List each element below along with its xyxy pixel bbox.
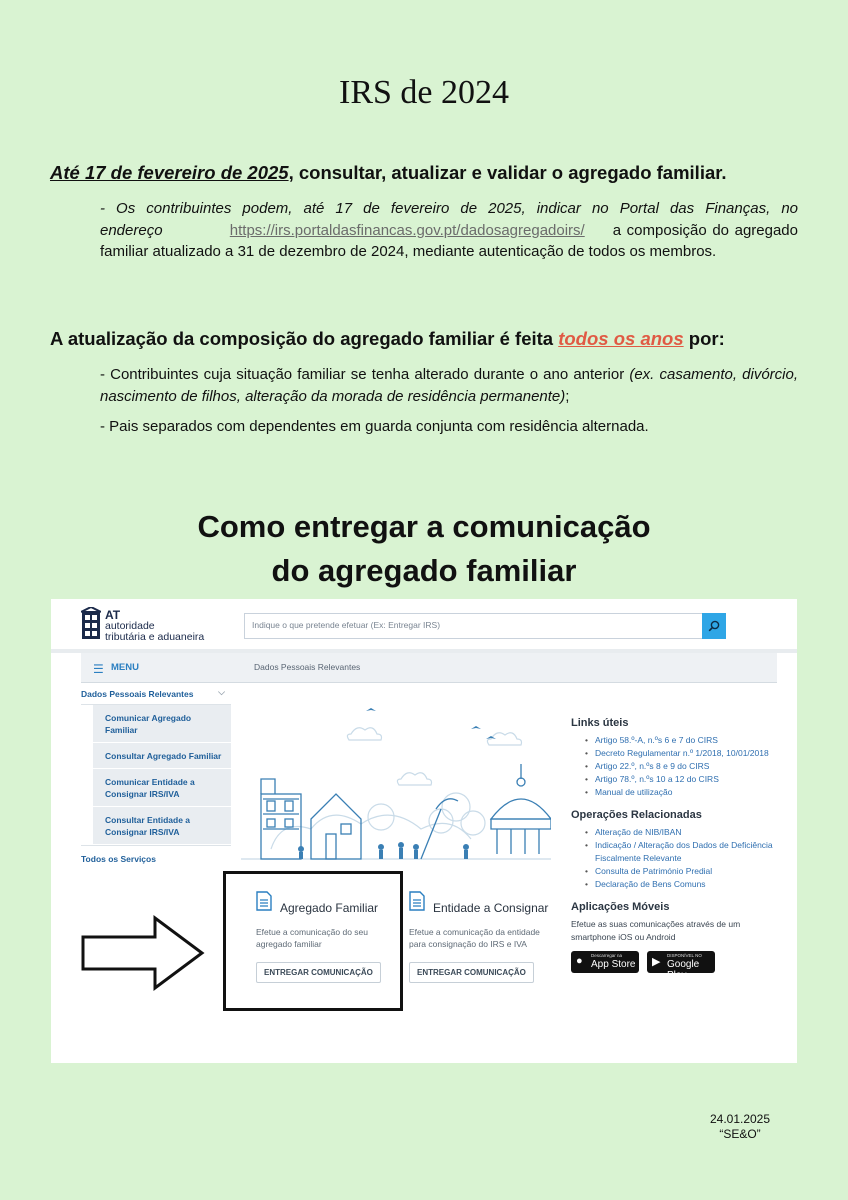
entregar-comunicacao-entidade-button[interactable]: ENTREGAR COMUNICAÇÃO (409, 962, 534, 983)
every-year-emphasis: todos os anos (558, 328, 684, 349)
card1-title: Agregado Familiar (280, 901, 379, 915)
sidebar (81, 683, 231, 875)
breadcrumb: Dados Pessoais Relevantes (254, 662, 361, 672)
section1-text-b: a composição do agregado familiar atualizado a 31 de dezembro de 2024, mediante autenticação de todos os membros. (100, 221, 798, 260)
apps-heading: Aplicações Móveis (571, 901, 670, 913)
sidebar-item-consultar-agregado[interactable]: Consultar Agregado Familiar (93, 743, 231, 769)
app-badges (571, 951, 781, 981)
section1-paragraph (100, 198, 798, 263)
logo-text-2: tributária e aduaneira (105, 631, 205, 643)
town-illustration (241, 699, 551, 874)
hamburger-icon: ☰ (93, 662, 104, 676)
right-column (571, 717, 781, 981)
menu-toggle[interactable] (81, 653, 231, 683)
card2-desc: Efetue a comunicação da entidade para consignação do IRS e IVA (409, 927, 540, 949)
how-to-heading (0, 505, 848, 593)
section2-item2: - Pais separados com dependentes em guarda conjunta com residência alternada. (100, 418, 649, 435)
arrow-right-icon (81, 915, 205, 991)
footer-org: “SE&O” (719, 1127, 761, 1141)
footer (700, 1112, 780, 1142)
play-icon: ▶ (652, 956, 661, 968)
apple-icon: ● (576, 955, 583, 967)
googleplay-small: DISPONÍVEL NO (667, 953, 702, 958)
section1-heading (50, 162, 727, 184)
ops-item[interactable]: • Indicação / Alteração dos Dados de Deficiência Fiscalmente Relevante (585, 839, 781, 865)
item1-text: - Contribuintes cuja situação familiar se tenha alterado durante o ano anterior (100, 366, 625, 383)
section1-heading-rest: , consultar, atualizar e validar o agregado familiar. (288, 162, 727, 183)
sidebar-item-comunicar-agregado[interactable]: Comunicar Agregado Familiar (93, 705, 231, 743)
menu-label: MENU (111, 662, 139, 673)
how-to-heading-line2: do agregado familiar (271, 553, 577, 588)
footer-date: 24.01.2025 (709, 1112, 771, 1126)
logo-text-1: autoridade (105, 620, 155, 632)
card-entidade-consignar (409, 891, 559, 983)
search-input[interactable] (244, 613, 726, 639)
link-item[interactable]: • Artigo 58.º-A, n.ºs 6 e 7 do CIRS (585, 734, 781, 747)
ops-heading: Operações Relacionadas (571, 809, 702, 821)
section2-heading (50, 328, 725, 350)
link-item[interactable]: • Decreto Regulamentar n.º 1/2018, 10/01/2018 (585, 747, 781, 760)
link-item[interactable]: • Manual de utilização (585, 786, 781, 799)
logo-text-at: AT (105, 608, 121, 622)
card2-title: Entidade a Consignar (433, 901, 549, 915)
how-to-heading-line1: Como entregar a comunicação (197, 509, 651, 544)
ops-list (585, 826, 781, 891)
links-list (585, 734, 781, 799)
sidebar-item-comunicar-entidade[interactable]: Comunicar Entidade a Consignar IRS/IVA (93, 769, 231, 807)
search-icon (708, 620, 720, 632)
sidebar-item-todos-servicos[interactable]: Todos os Serviços (81, 845, 231, 875)
sidebar-group[interactable] (81, 683, 231, 705)
section2-heading-a: A atualização da composição do agregado familiar é feita (50, 328, 554, 349)
google-play-badge[interactable] (647, 951, 715, 981)
app-store-badge[interactable] (571, 951, 639, 973)
ops-item[interactable]: • Declaração de Bens Comuns (585, 878, 781, 891)
ops-item[interactable]: • Alteração de NIB/IBAN (585, 826, 781, 839)
section2-heading-b: por: (688, 328, 725, 349)
chevron-down-icon: ⌵ (218, 687, 225, 697)
page-title: IRS de 2024 (339, 74, 509, 111)
link-item[interactable]: • Artigo 78.º, n.ºs 10 a 12 do CIRS (585, 773, 781, 786)
card1-desc: Efetue a comunicação do seu agregado familiar (256, 927, 368, 949)
portal-screenshot (51, 599, 797, 1063)
googleplay-big: Google Play (667, 959, 700, 981)
section1-text-a: - Os contribuintes podem, até 17 de fevereiro de 2025, indicar no Portal das Finanças, no endereço (100, 200, 798, 239)
deadline-emphasis: Até 17 de fevereiro de 2025 (50, 162, 289, 183)
item1-end: ; (565, 387, 570, 405)
section2-item1 (100, 364, 798, 407)
appstore-small: Descarregar na (591, 953, 623, 958)
at-emblem-icon (81, 607, 101, 641)
search-button[interactable] (702, 613, 726, 639)
sidebar-item-consultar-entidade[interactable]: Consultar Entidade a Consignar IRS/IVA (93, 807, 231, 845)
link-item[interactable]: • Artigo 22.º, n.ºs 8 e 9 do CIRS (585, 760, 781, 773)
search-placeholder: Indique o que pretende efetuar (Ex: Entregar IRS) (252, 620, 441, 630)
entregar-comunicacao-agregado-button[interactable]: ENTREGAR COMUNICAÇÃO (256, 962, 381, 983)
highlight-box (223, 871, 403, 1011)
document-icon (409, 891, 425, 911)
appstore-big: App Store (591, 959, 636, 970)
ops-item[interactable]: • Consulta de Património Predial (585, 865, 781, 878)
sidebar-group-label: Dados Pessoais Relevantes (81, 689, 194, 699)
links-heading: Links úteis (571, 717, 629, 729)
item1-examples: (ex. casamento, divórcio, nascimento de filhos, alteração da morada de residência permanente) (100, 366, 798, 405)
apps-desc: Efetue as suas comunicações através de um smartphone iOS ou Android (571, 919, 741, 942)
portal-link[interactable]: https://irs.portaldasfinancas.gov.pt/dadosagregadoirs/ (229, 221, 585, 239)
